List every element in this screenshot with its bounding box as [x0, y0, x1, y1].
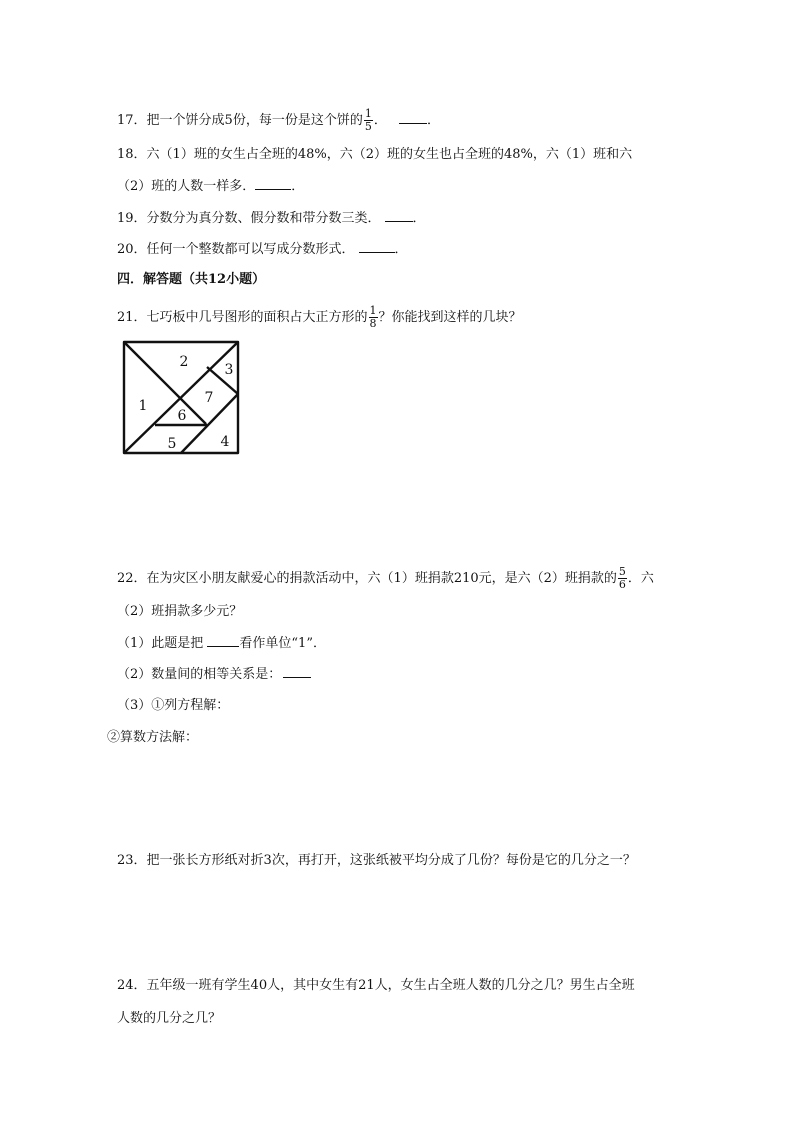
tangram-label-5: 5 [167, 436, 177, 452]
tangram-figure [121, 339, 243, 459]
tangram-label-1: 1 [138, 398, 148, 414]
question-22: 22．在为灾区小朋友献爱心的捐款活动中，六（1）班捐款210元，是六（2）班捐款的 $\frac{5}{6}$ ．六 [117, 565, 654, 591]
q17-fraction: $\frac{1}{5}$ [364, 107, 372, 133]
tangram-label-3: 3 [224, 362, 234, 378]
answer-blank[interactable] [385, 211, 413, 222]
question-21: 21．七巧板中几号图形的面积占大正方形的 $\frac{1}{8}$ ？你能找到这样的几块？ [117, 304, 522, 330]
q22-fraction: $\frac{5}{6}$ [618, 565, 626, 591]
tangram-label-6: 6 [177, 408, 187, 424]
question-22-line2: （2）班捐款多少元？ [117, 604, 243, 619]
question-23: 23．把一张长方形纸对折3次，再打开，这张纸被平均分成了几份？每份是它的几分之一？ [117, 853, 636, 868]
answer-blank[interactable] [399, 113, 427, 124]
question-20: 20．任何一个整数都可以写成分数形式． ． [117, 242, 408, 257]
question-22-sub3: （3）①列方程解： [117, 698, 230, 713]
question-17: 17．把一个饼分成5份，每一份是这个饼的 $\frac{1}{5}$ ． ． [117, 107, 440, 133]
question-19: 19．分数分为真分数、假分数和带分数三类． ． [117, 211, 426, 226]
tangram-label-4: 4 [220, 434, 230, 450]
question-22-sub1: （1）此题是把 看作单位“1”． [117, 636, 326, 651]
q21-fraction: $\frac{1}{8}$ [369, 304, 377, 330]
tangram-label-7: 7 [204, 390, 214, 406]
answer-blank[interactable] [255, 179, 291, 190]
answer-blank[interactable] [359, 242, 395, 253]
answer-blank[interactable] [207, 636, 239, 647]
question-22-sub4: ②算数方法解： [107, 730, 199, 745]
question-18-line2: （2）班的人数一样多． ． [117, 179, 305, 194]
tangram-label-2: 2 [179, 354, 189, 370]
question-22-sub2: （2）数量间的相等关系是： [117, 667, 311, 683]
q17-text: 17．把一个饼分成5份，每一份是这个饼的 [117, 113, 363, 128]
question-18: 18．六（1）班的女生占全班的48%，六（2）班的女生也占全班的48%，六（1）班和六 [117, 147, 633, 162]
answer-blank[interactable] [283, 667, 311, 678]
question-24-line2: 人数的几分之几？ [117, 1011, 222, 1026]
section-heading: 四．解答题（共12小题） [117, 272, 266, 287]
question-24: 24．五年级一班有学生40人，其中女生有21人，女生占全班人数的几分之几？男生占全班 [117, 978, 635, 993]
